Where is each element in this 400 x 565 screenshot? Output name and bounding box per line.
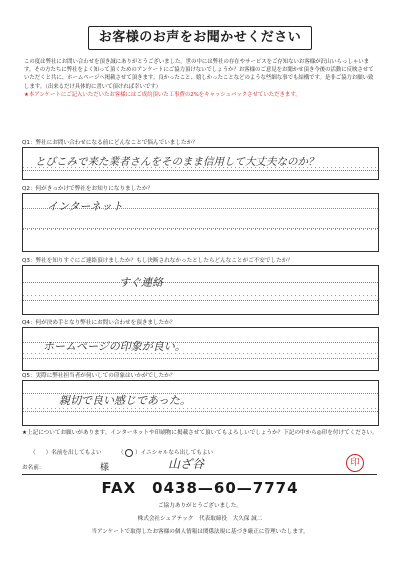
consent-question: ★上記についてお願いがあります。インターネットや印刷物に掲載させて頂いてもよろしいでしょうか？下記の中から◎印を付けてください。 <box>22 430 378 436</box>
thanks-text: ご協力ありがとうございました。 <box>158 503 242 509</box>
q1-label: Q1：弊社にお問い合わせになる前にどんなことで悩んでいましたか？ <box>22 140 198 146</box>
consent-option-name[interactable]: （ ）名前を出してもよい <box>30 450 102 456</box>
company-name: 株式会社シェアテック 代表取締役 大久保 誠二 <box>137 516 263 522</box>
selected-circle-icon <box>125 449 133 457</box>
q2-answer-box <box>22 193 379 252</box>
fax-number: FAX 0438—60—7774 <box>101 479 299 497</box>
q5-answer: 親切で良い感じであった。 <box>59 394 191 407</box>
name-label: お名前： <box>22 465 45 471</box>
q4-answer-box <box>22 327 379 371</box>
name-underline <box>22 474 377 475</box>
intro-paragraph: この度は弊社にお問い合わせを頂き誠にありがとうございました。世の中には弊社の存在やサービスをご存知ないお客様が沢山いらっしゃいます。その方たちに弊社をよく知って頂くためのアンケートにご協力頂けないでしょうか？お客様のご意見をお聞かせ頂き今後の活動に反映させていただくと共に、ホームページへ掲載させて頂きます。良かったこと、嬉しかったことなどのような些細な事でも結構です。是非ご協力お願い致します。（出来るだけ具体的に書いて頂ければ幸いです） <box>24 59 374 90</box>
consent-option-initial-label: イニシャルなら出してもよい <box>140 450 214 456</box>
q5-answer-box <box>22 380 379 426</box>
cashback-note: ★本アンケートにご記入いただいたお客様にはご成約頂いた工事費の2%をキャッシュバックさせていただきます。 <box>24 91 301 98</box>
privacy-note: 当アンケートで取得したお客様の個人情報は関係法規に基づき厳正に管理いたします。 <box>91 529 309 535</box>
q4-label: Q4：何が決め手となり弊社にお問い合わせを頂きましたか？ <box>22 320 176 326</box>
consent-option-initial[interactable]: （ ）イニシャルなら出してもよい <box>118 450 214 456</box>
q1-answer: とびこみで来た業者さんをそのまま信用して大丈夫なのか？ <box>35 156 319 168</box>
page-title: お客様のお声をお聞かせください <box>88 26 312 50</box>
q2-label: Q2：何がきっかけで弊社をお知りになりましたか？ <box>22 186 154 192</box>
q1-answer-box <box>22 147 379 180</box>
q3-answer: すぐ連絡 <box>119 276 163 289</box>
q3-answer-box <box>22 265 379 315</box>
q3-label: Q3：弊社を知りすぐにご連絡頂けましたか？もし決断されなかったとしたらどんなことがご不安でしたか？ <box>22 258 293 264</box>
q5-label: Q5：実際に弊社担当者が伺いしての印象はいかがでしたか？ <box>22 373 176 379</box>
q4-answer: ホームページの印象が良い。 <box>43 340 186 353</box>
intro-text <box>24 58 376 99</box>
q2-answer: インターネット <box>47 200 124 213</box>
seal-stamp: 印 <box>346 454 364 472</box>
consent-option-name-label: 名前を出してもよい <box>51 450 102 456</box>
name-suffix: 様 <box>100 463 110 473</box>
name-handwritten: 山ざ谷 <box>168 457 205 471</box>
